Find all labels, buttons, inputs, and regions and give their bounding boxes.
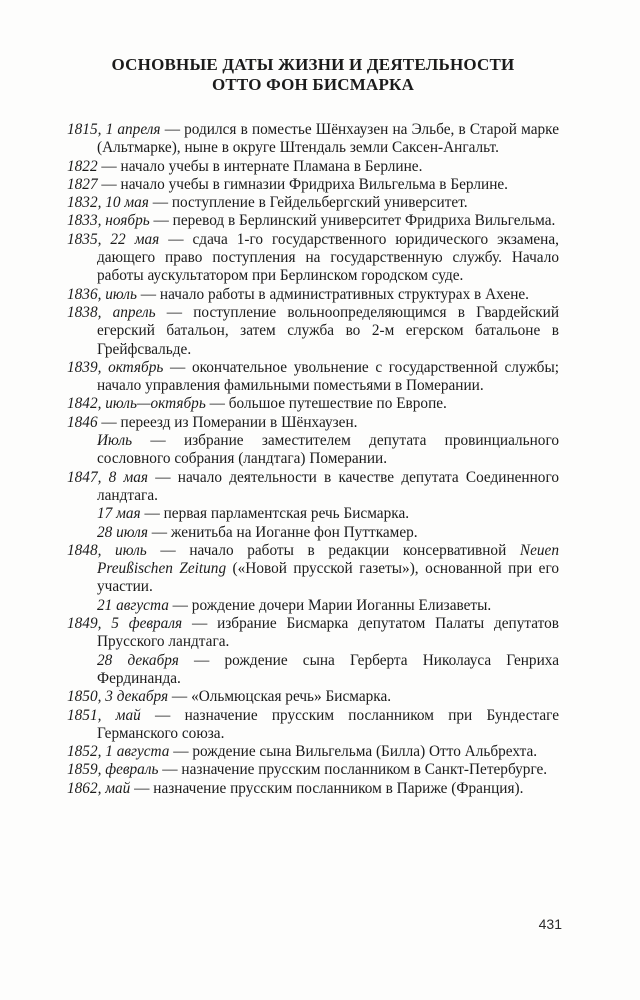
timeline-entry: 1836, июль — начало работы в административных структурах в Ахене. (67, 285, 530, 303)
entry-text: назначение прусским посланником при Бундестаге Германского союза. (97, 706, 560, 742)
entry-text: рождение дочери Марии Иоганны Елизаветы. (191, 596, 492, 614)
entry-text: переезд из Померании в Шёнхаузен. (120, 413, 358, 431)
entry-text: сдача 1-го государственного юридического экзамена, дающего право поступления на государственную службу. Начало работы аускультатором при Берлинском городском суде. (97, 230, 559, 285)
timeline-entry: 1850, 3 декабря — «Ольмюцская речь» Бисмарка. (67, 688, 392, 706)
timeline-entry: 28 июля — женитьба на Иоганне фон Путткамер. (97, 523, 418, 541)
entry-date: 1815, 1 апреля (67, 121, 161, 138)
entry-date: 1822 (67, 157, 98, 175)
timeline-entry: 1838, апрель — поступление вольноопределяющимся в Гвардейский егерский батальон, затем служба во 2-м егерском батальоне в Грейфсвальде. (67, 303, 559, 358)
entry-text: окончательное увольнение с государственной службы; начало управления фамильными поместьями в Померании. (97, 358, 559, 395)
entry-text: начало работы в редакции консервативной (189, 541, 520, 559)
title-line-2: ОТТО ФОН БИСМАРКА (211, 75, 415, 94)
page-number: 431 (538, 916, 562, 932)
entry-date: 1850, 3 декабря (67, 688, 169, 706)
entry-text: поступление вольноопределяющимся в Гвардейский егерский батальон, затем служба во 2-м егерском батальоне в Грейфсвальде. (97, 303, 559, 358)
timeline-entry: 1815, 1 апреля — родился в поместье Шёнхаузен на Эльбе, в Старой марке (Альтмарке), ныне в округе Штендаль земли Саксен-Ангальт. (67, 121, 559, 157)
entry-text: назначение прусским посланником в Санкт-Петербурге. (181, 761, 548, 779)
entry-text: избрание Бисмарка депутатом Палаты депутатов Прусского ландтага. (97, 615, 559, 651)
entry-date: 1851, май (67, 706, 141, 724)
entry-text: Neuen Preußischen Zeitung (97, 541, 559, 578)
entry-date: 1827 (67, 175, 98, 193)
timeline-entries (67, 121, 559, 798)
timeline-entry: 1822 — начало учебы в интернате Пламана в Берлине. (67, 157, 423, 175)
timeline-entry: 1833, ноябрь — перевод в Берлинский университет Фридриха Вильгельма. (67, 212, 556, 230)
entry-text: начало учебы в гимназии Фридриха Вильгельма в Берлине. (120, 175, 508, 193)
entry-date: 1839, октябрь (67, 358, 164, 376)
entry-text: поступление в Гейдельбергский университет. (171, 194, 468, 212)
timeline-entry: 28 декабря — рождение сына Герберта Николауса Генриха Фердинанда. (97, 651, 559, 687)
page-title (67, 55, 559, 95)
entry-date: 1836, июль (67, 285, 137, 303)
timeline-entry: 1846 — переезд из Померании в Шёнхаузен. (67, 413, 358, 431)
timeline-entry: 1862, май — назначение прусским посланником в Париже (Франция). (67, 779, 524, 797)
entry-date: 1849, 5 февраля (67, 615, 183, 633)
timeline-entry: 1849, 5 февраля — избрание Бисмарка депутатом Палаты депутатов Прусского ландтага. (67, 615, 559, 651)
timeline-entry: 1839, октябрь — окончательное увольнение с государственной службы; начало управления фамильными поместьями в Померании. (67, 358, 559, 395)
entry-date: Июль (97, 432, 133, 450)
entry-date: 1852, 1 августа (67, 743, 170, 761)
entry-date: 1833, ноябрь (67, 212, 150, 230)
entry-date: 1832, 10 мая (67, 194, 149, 212)
entry-date: 1847, 8 мая (67, 468, 149, 486)
entry-text: («Новой прусской газеты»), основанной при его участии. (97, 560, 559, 596)
entry-date: 1848, июль (67, 541, 147, 559)
text-column (67, 55, 559, 798)
entry-date: 1835, 22 мая (67, 230, 160, 248)
timeline-entry: 1851, май — назначение прусским посланником при Бундестаге Германского союза. (67, 706, 560, 742)
entry-date: 21 августа (97, 596, 169, 614)
timeline-entry: 21 августа — рождение дочери Марии Иоганны Елизаветы. (97, 596, 492, 614)
entry-date: 28 декабря (97, 651, 179, 669)
entry-text: назначение прусским посланником в Париже (Франция). (153, 779, 524, 797)
timeline-entry: 1859, февраль — назначение прусским посланником в Санкт-Петербурге. (67, 761, 548, 779)
timeline-entry: 1847, 8 мая — начало деятельности в качестве депутата Соединенного ландтага. (67, 468, 559, 504)
timeline-entry: 1852, 1 августа — рождение сына Вильгельма (Билла) Отто Альбрехта. (67, 743, 538, 761)
timeline-entry: 17 мая — первая парламентская речь Бисмарка. (97, 505, 410, 523)
title-line-1: ОСНОВНЫЕ ДАТЫ ЖИЗНИ И ДЕЯТЕЛЬНОСТИ (111, 55, 515, 74)
entry-text: рождение сына Вильгельма (Билла) Отто Альбрехта. (192, 743, 538, 761)
entry-text: женитьба на Иоганне фон Путткамер. (170, 523, 418, 541)
entry-date: 1862, май (67, 779, 131, 797)
entry-text: большое путешествие по Европе. (228, 395, 447, 413)
entry-date: 17 мая (97, 505, 141, 523)
entry-text: перевод в Берлинский университет Фридриха Вильгельма. (172, 212, 556, 230)
entry-text: первая парламентская речь Бисмарка. (163, 505, 410, 523)
entry-text: начало работы в административных структурах в Ахене. (159, 285, 530, 303)
entry-date: 1838, апрель (67, 303, 156, 321)
entry-text: начало учебы в интернате Пламана в Берлине. (120, 157, 423, 175)
timeline-entry: 1848, июль — начало работы в редакции консервативной Neuen Preußischen Zeitung («Новой прусской газеты»), основанной при его участии. (67, 541, 559, 596)
timeline-entry: 1827 — начало учебы в гимназии Фридриха Вильгельма в Берлине. (67, 175, 508, 193)
entry-text: избрание заместителем депутата провинциального сословного собрания (ландтага) Померании. (97, 432, 560, 468)
entry-text: «Ольмюцская речь» Бисмарка. (191, 688, 392, 706)
timeline-entry: 1835, 22 мая — сдача 1-го государственного юридического экзамена, дающего право поступления на государственную службу. Начало работы аускультатором при Берлинском городском суде. (67, 230, 559, 285)
entry-date: 1859, февраль (67, 761, 159, 779)
entry-text: родился в поместье Шёнхаузен на Эльбе, в Старой марке (Альтмарке), ныне в округе Штендаль земли Саксен-Ангальт. (97, 121, 559, 157)
timeline-entry: Июль — избрание заместителем депутата провинциального сословного собрания (ландтага) Померании. (97, 432, 560, 468)
entry-text: начало деятельности в качестве депутата Соединенного ландтага. (97, 468, 559, 504)
entry-date: 1846 (67, 413, 98, 431)
entry-date: 28 июля (97, 523, 148, 541)
entry-text: рождение сына Герберта Николауса Генриха Фердинанда. (97, 651, 559, 687)
timeline-entry: 1832, 10 мая — поступление в Гейдельбергский университет. (67, 194, 468, 212)
timeline-entry: 1842, июль—октябрь — большое путешествие по Европе. (67, 395, 447, 413)
entry-date: 1842, июль—октябрь (67, 395, 206, 413)
